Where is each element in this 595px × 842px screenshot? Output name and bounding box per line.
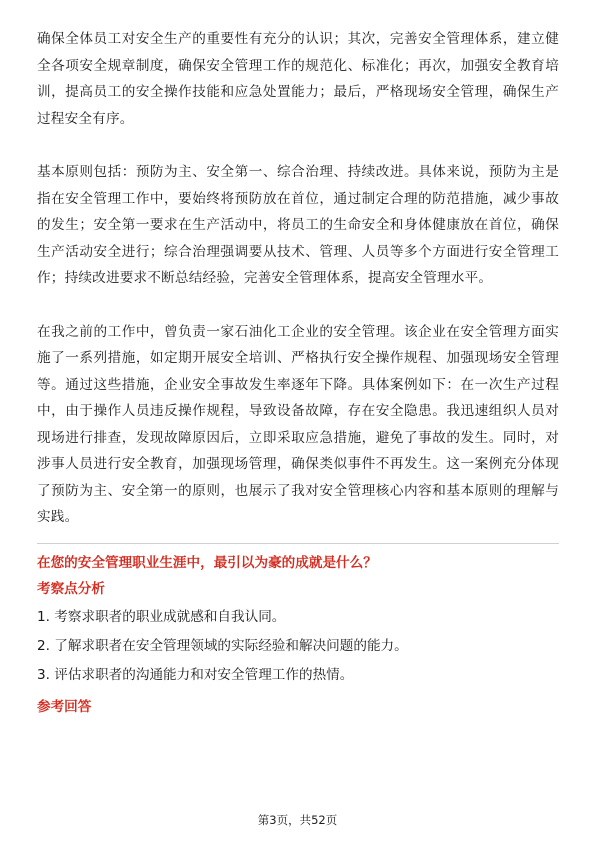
list-item: 3. 评估求职者的沟通能力和对安全管理工作的热情。 [37,666,354,683]
page-number: 第3页，共52页 [257,813,338,827]
section-divider [37,543,559,544]
analysis-list [37,603,559,690]
body-paragraph: 确保全体员工对安全生产的重要性有充分的认识；其次，完善安全管理体系，建立健全各项安全规章制度，确保安全管理工作的规范化、标准化；再次，加强安全教育培训，提高员工的安全操作技能和应急处置能力；最后，严格现场安全管理，确保生产过程安全有序。 [37,31,559,127]
list-item: 2. 了解求职者在安全管理领域的实际经验和解决问题的能力。 [37,637,408,654]
page-content [37,26,559,718]
body-paragraph: 在我之前的工作中，曾负责一家石油化工企业的安全管理。该企业在安全管理方面实施了一系列措施，如定期开展安全培训、严格执行安全操作规程、加强现场安全管理等。通过这些措施，企业安全事故发生率逐年下降。具体案例如下：在一次生产过程中，由于操作人员违反操作规程，导致设备故障，存在安全隐患。我迅速组织人员对现场进行排查，发现故障原因后，立即采取应急措施，避免了事故的发生。同时，对涉事人员进行安全教育，加强现场管理，确保类似事件不再发生。这一案例充分体现了预防为主、安全第一的原则，也展示了我对安全管理核心内容和基本原则的理解与实践。 [37,323,559,525]
list-item: 1. 考察求职者的职业成就感和自我认同。 [37,608,286,625]
body-paragraph: 基本原则包括：预防为主、安全第一、综合治理、持续改进。具体来说，预防为主是指在安全管理工作中，要始终将预防放在首位，通过制定合理的防范措施，减少事故的发生；安全第一要求在生产活动中，将员工的生命安全和身体健康放在首位，确保生产活动安全进行；综合治理强调要从技术、管理、人员等多个方面进行安全管理工作；持续改进要求不断总结经验，完善安全管理体系，提高安全管理水平。 [37,164,559,286]
interview-question: 在您的安全管理职业生涯中，最引以为豪的成就是什么？ [37,554,377,571]
analysis-heading: 考察点分析 [37,580,105,597]
answer-heading: 参考回答 [37,698,92,715]
